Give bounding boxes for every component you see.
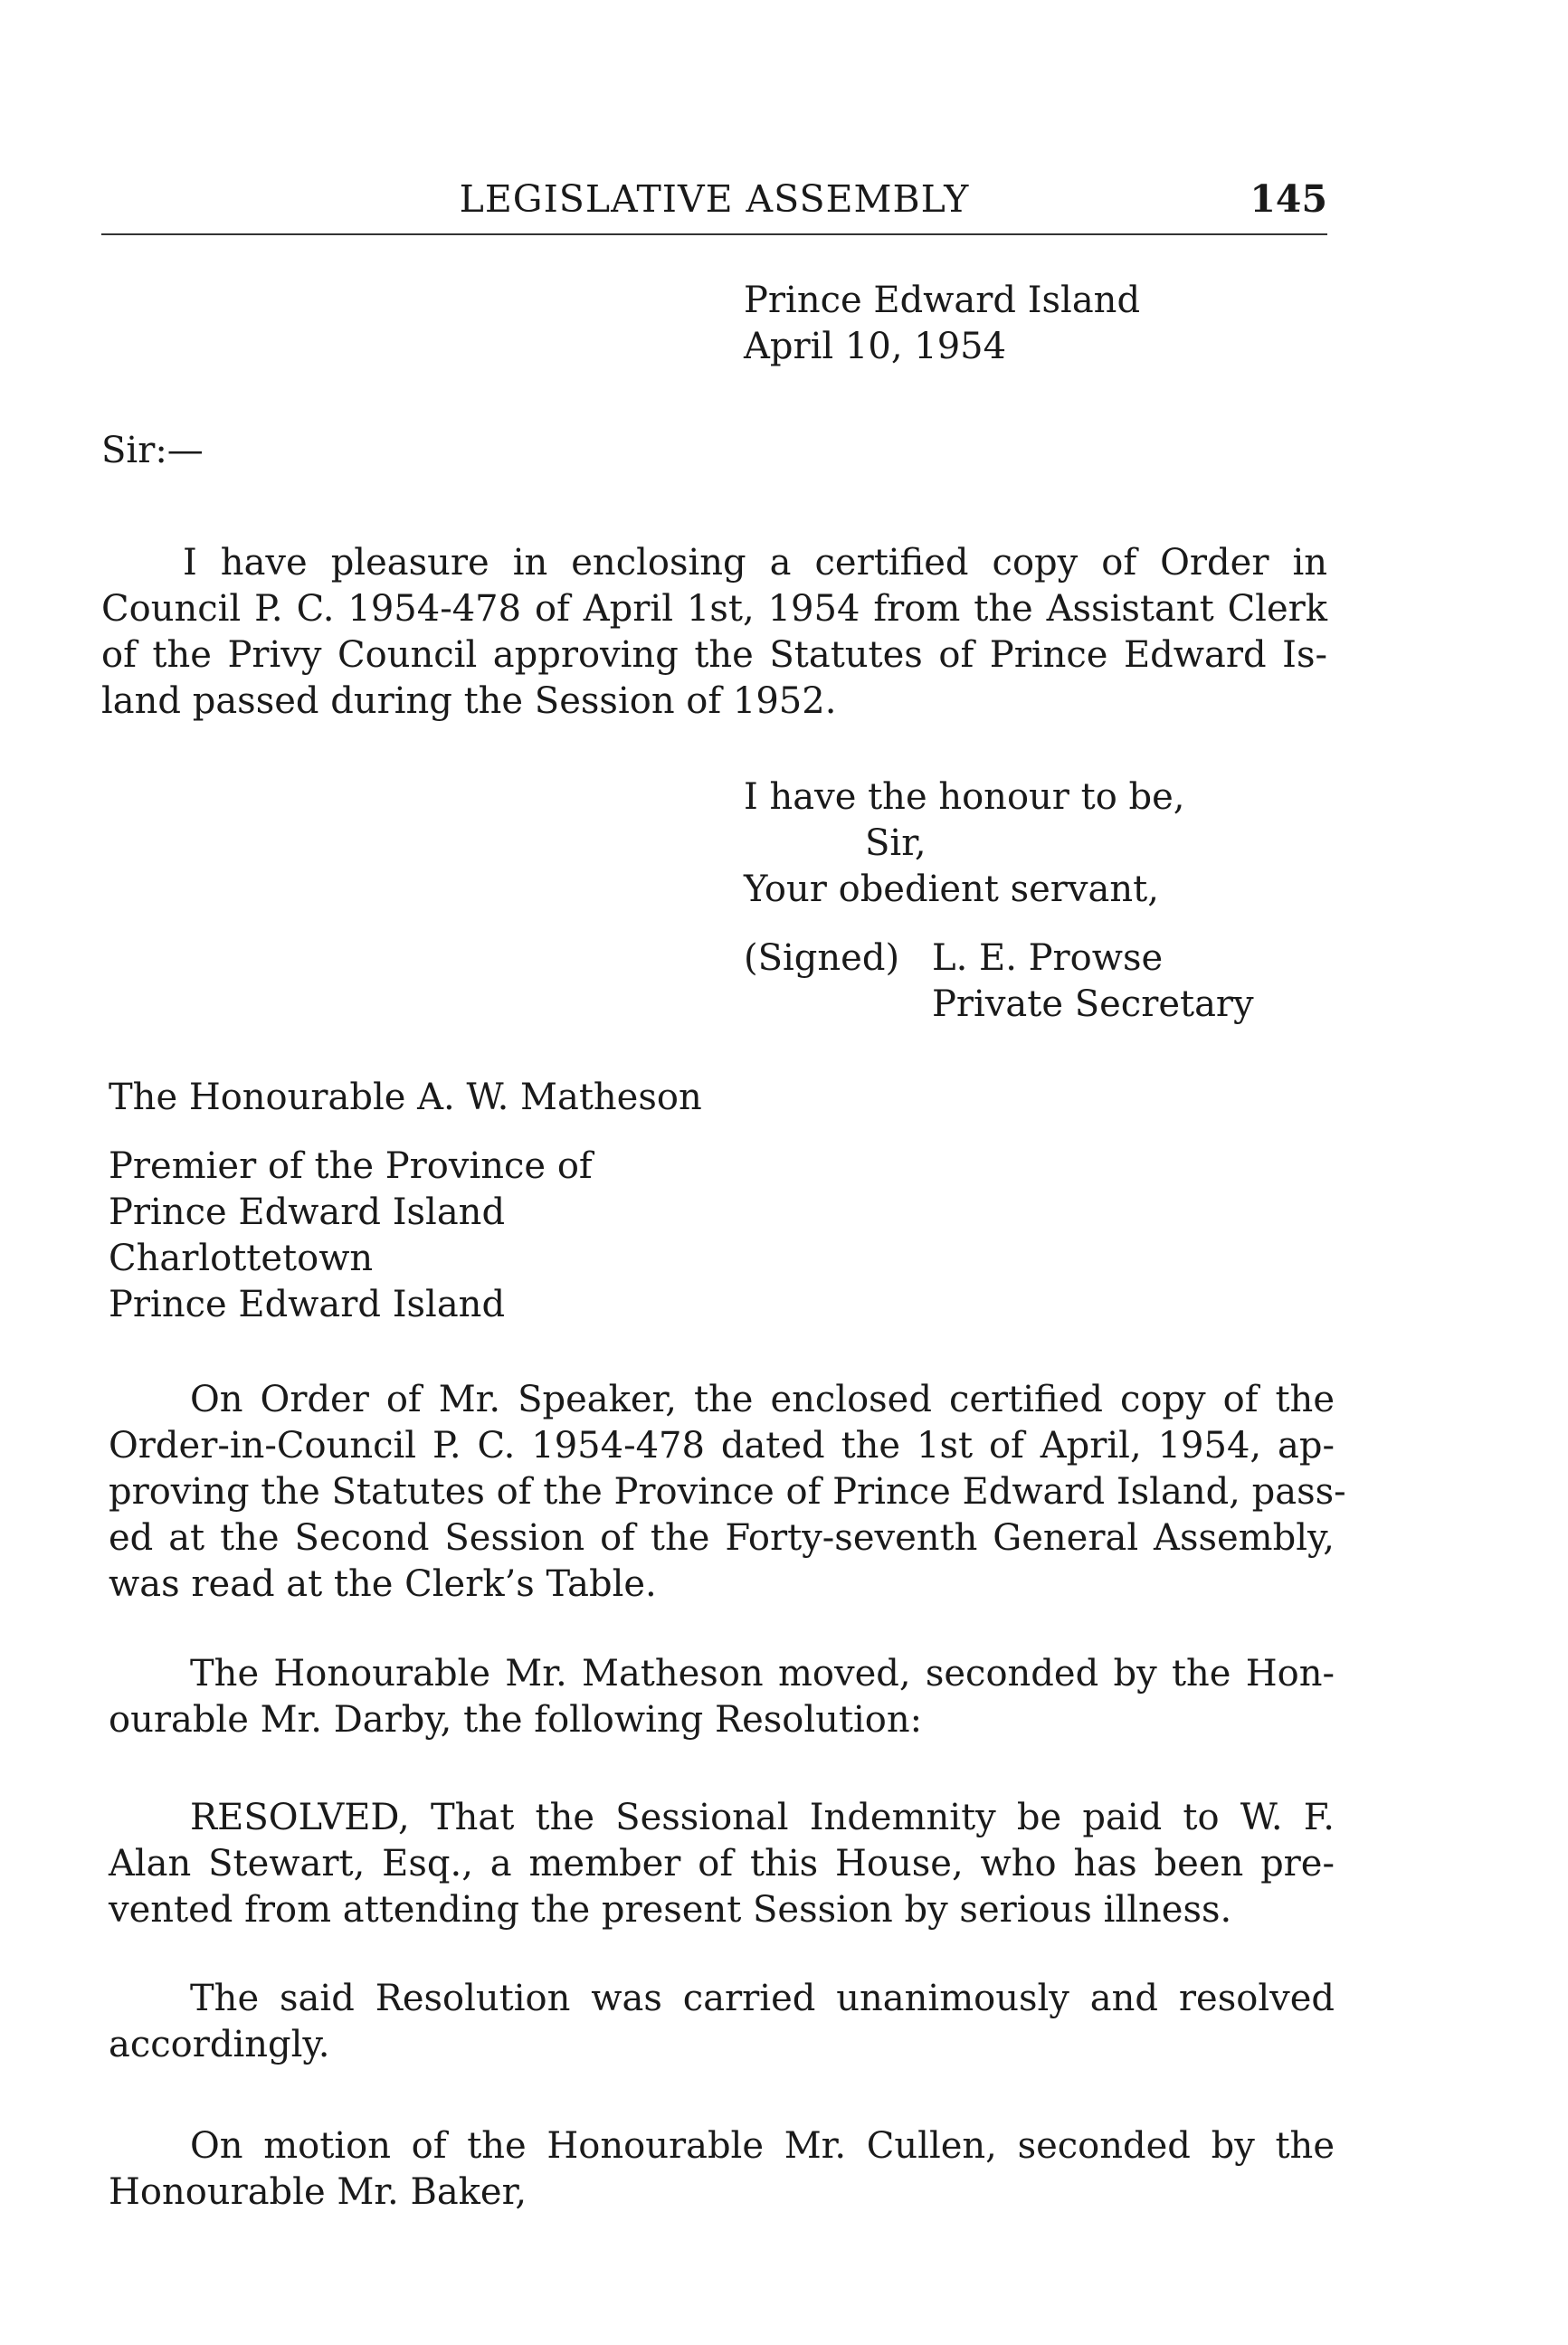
letter-body-line: I have pleasure in enclosing a certified copy of Order in (183, 542, 1327, 584)
letter-place-date (744, 278, 1140, 370)
minutes-paragraph-5 (109, 2123, 1335, 2216)
page-number: 145 (1250, 177, 1327, 221)
paragraph-line: accordingly. (109, 2024, 330, 2065)
paragraph-line: On Order of Mr. Speaker, the enclosed certified copy of the (190, 1379, 1335, 1420)
addressee-address (109, 1144, 593, 1328)
addressee-line: Prince Edward Island (109, 1191, 506, 1233)
addressee-line: Prince Edward Island (109, 1284, 506, 1325)
paragraph-line: ed at the Second Session of the Forty-seventh General Assembly, (109, 1517, 1335, 1559)
paragraph-line: Order-in-Council P. C. 1954-478 dated the 1st of April, 1954, ap- (109, 1425, 1335, 1467)
addressee-line: Charlottetown (109, 1238, 374, 1279)
signer-title: Private Secretary (932, 983, 1254, 1025)
minutes-paragraph-1 (109, 1377, 1346, 1608)
paragraph-line: was read at the Clerk’s Table. (109, 1563, 657, 1605)
salutation: Sir:— (101, 430, 204, 471)
closing-line-1: I have the honour to be, (744, 776, 1185, 818)
minutes-paragraph-3 (109, 1795, 1335, 1933)
letter-date: April 10, 1954 (744, 326, 1007, 367)
minutes-paragraph-2 (109, 1651, 1335, 1743)
addressee-line: Premier of the Province of (109, 1145, 593, 1187)
signer-name: L. E. Prowse (932, 937, 1164, 979)
letter-body-line: of the Privy Council approving the Statutes of Prince Edward Is- (101, 634, 1327, 676)
signed-label: (Signed) (744, 937, 900, 979)
paragraph-line: ourable Mr. Darby, the following Resolution: (109, 1699, 923, 1741)
paragraph-line: proving the Statutes of the Province of Prince Edward Island, pass- (109, 1471, 1346, 1513)
header-rule (101, 233, 1327, 235)
page-header (101, 170, 1327, 233)
addressee-name: The Honourable A. W. Matheson (109, 1077, 702, 1118)
letter-body (101, 540, 1327, 725)
letter-body-line: land passed during the Session of 1952. (101, 680, 837, 722)
running-title: LEGISLATIVE ASSEMBLY (459, 177, 970, 221)
paragraph-line: On motion of the Honourable Mr. Cullen, seconded by the (190, 2125, 1335, 2167)
paragraph-line: Honourable Mr. Baker, (109, 2171, 527, 2213)
paragraph-line: The said Resolution was carried unanimously and resolved (190, 1978, 1335, 2019)
minutes-paragraph-4 (109, 1976, 1335, 2068)
letter-body-line: Council P. C. 1954-478 of April 1st, 1954 from the Assistant Clerk (101, 588, 1327, 630)
paragraph-line: The Honourable Mr. Matheson moved, seconded by the Hon- (190, 1653, 1335, 1695)
closing-line-2: Sir, (865, 822, 927, 864)
closing-line-3: Your obedient servant, (744, 869, 1159, 910)
paragraph-line: Alan Stewart, Esq., a member of this House, who has been pre- (109, 1843, 1335, 1885)
letter-place: Prince Edward Island (744, 280, 1141, 321)
paragraph-line: RESOLVED, That the Sessional Indemnity be paid to W. F. (190, 1797, 1335, 1838)
paragraph-line: vented from attending the present Session by serious illness. (109, 1889, 1232, 1931)
